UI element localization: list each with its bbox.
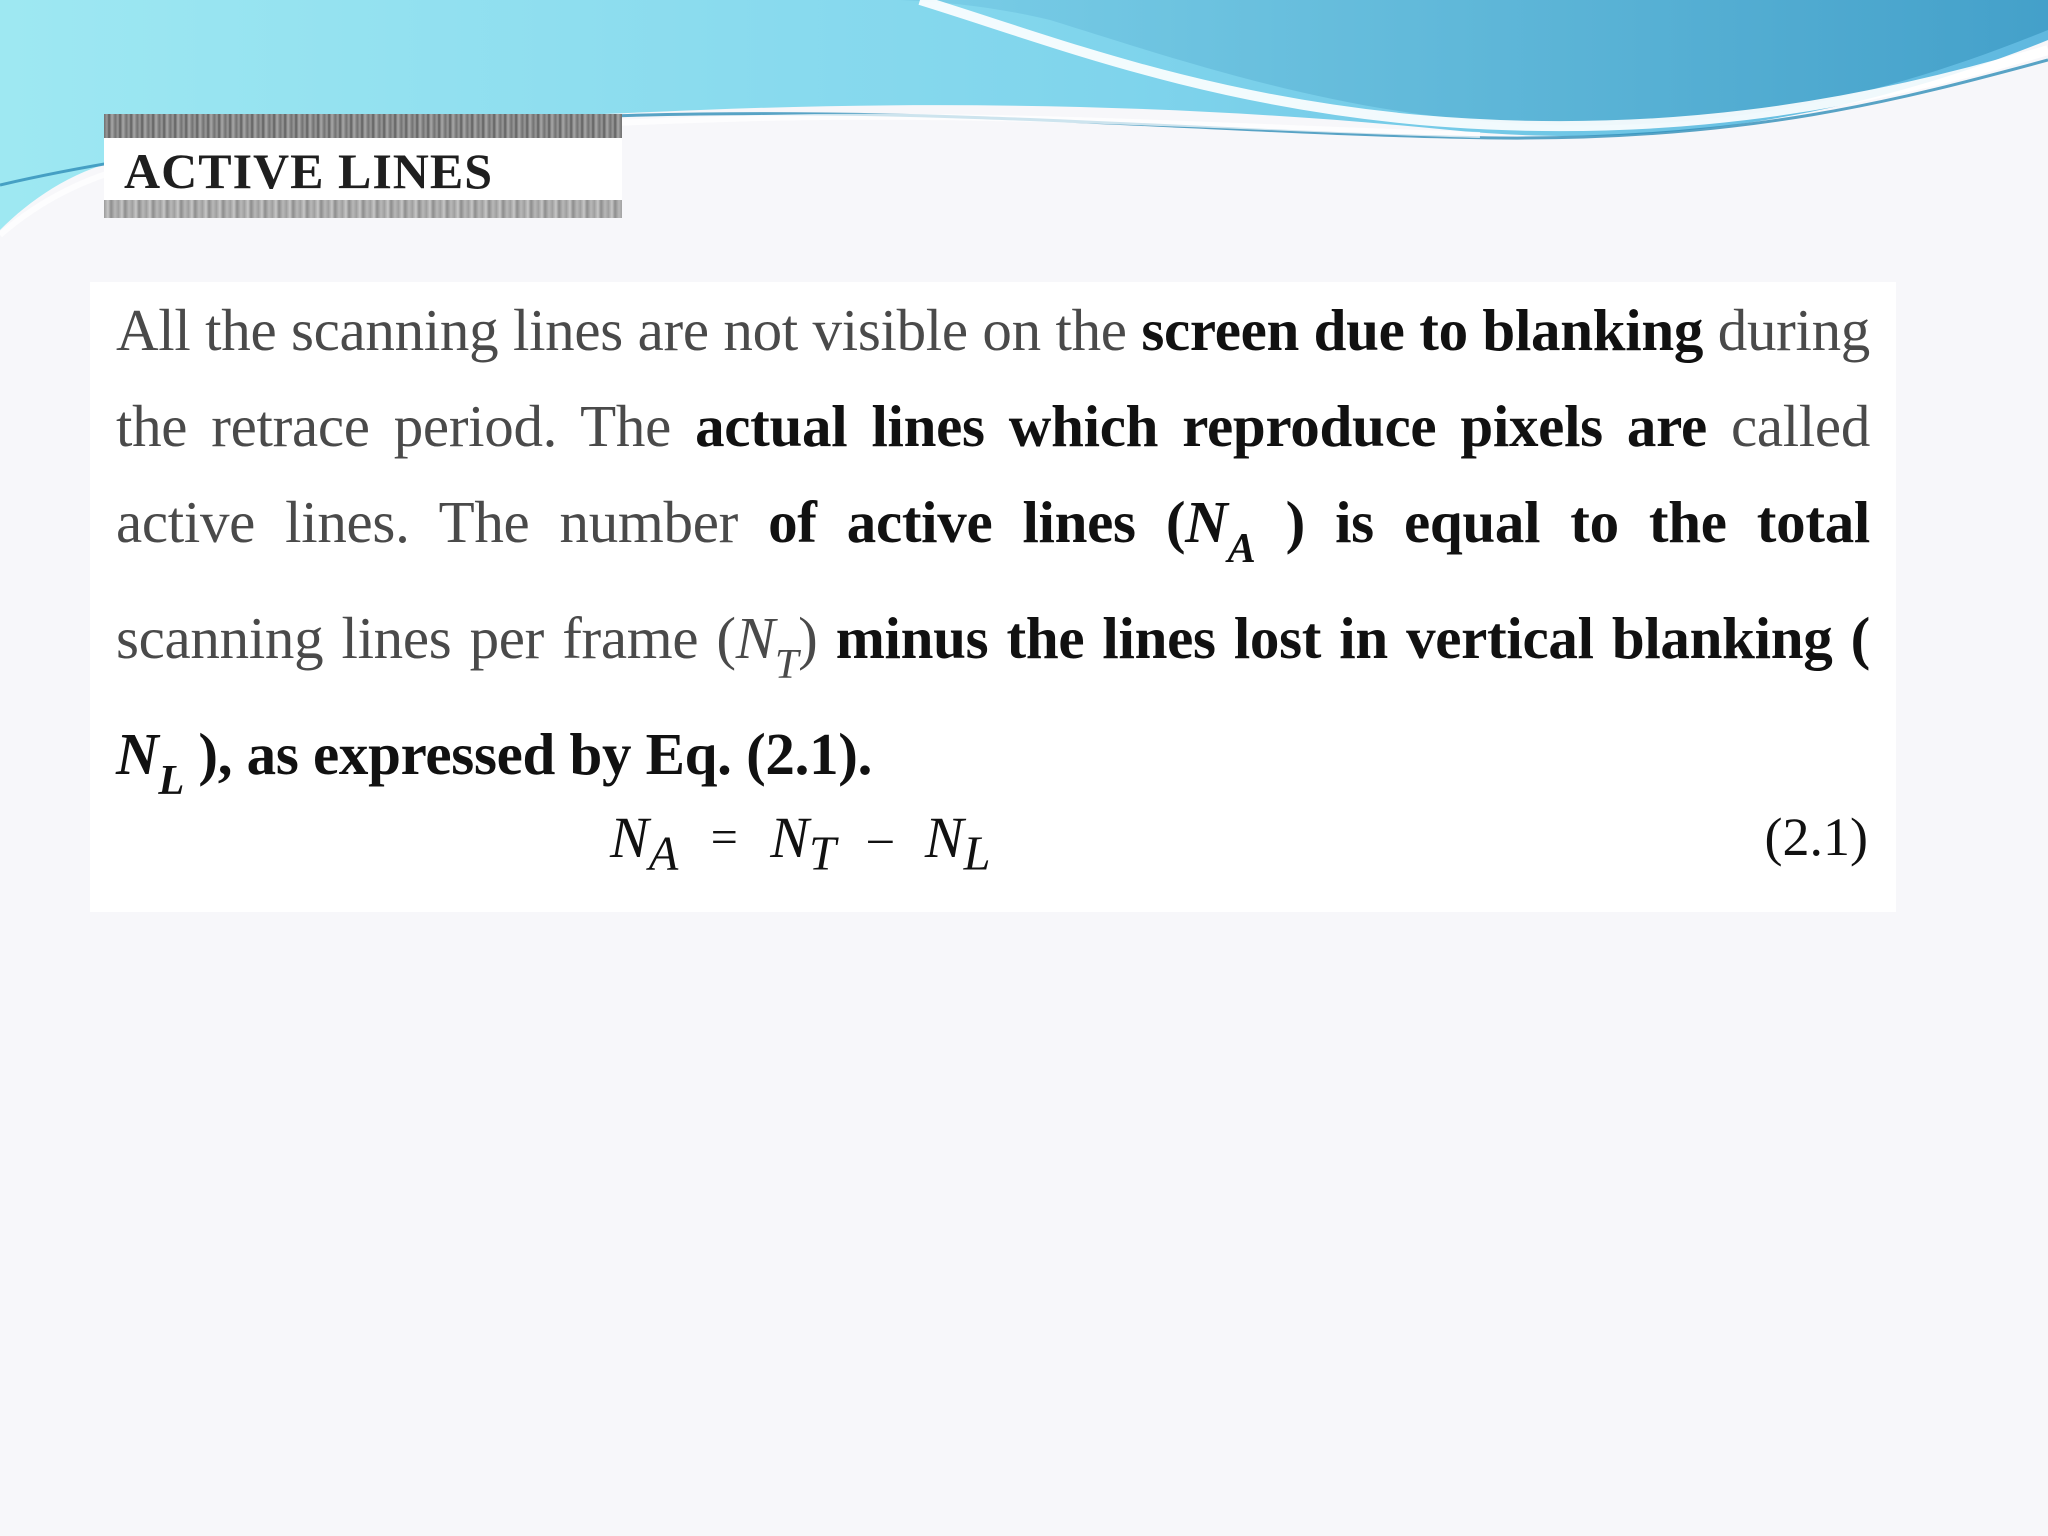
equation-lhs-base: N — [610, 805, 649, 870]
equation-term-2-base: N — [924, 805, 964, 870]
equation-lhs-sub: A — [648, 827, 679, 881]
equation — [610, 804, 990, 882]
sentence-4-light-close: ) — [798, 604, 818, 671]
symbol-nt-sub: T — [774, 641, 799, 689]
sentence-4-dark: minus the lines lost in vertical blanking — [817, 604, 1833, 671]
body-paragraph — [116, 282, 1870, 821]
symbol-na-base: N — [1185, 489, 1228, 555]
section-heading-image — [104, 114, 622, 218]
sentence-5-dark: ), as expressed by Eq. (2.1). — [183, 720, 873, 787]
symbol-nl-base: N — [116, 720, 159, 787]
symbol-nl-sub: L — [158, 757, 184, 805]
equation-minus: – — [868, 811, 893, 864]
heading-blank-right — [562, 138, 622, 200]
symbol-nt — [735, 604, 799, 689]
section-heading: ACTIVE LINES — [124, 143, 494, 199]
symbol-nt-base: N — [735, 604, 775, 671]
sentence-1-light: All the scanning lines are not visible on the — [116, 297, 1142, 363]
equation-term-2 — [924, 805, 991, 881]
heading-scan-strip-bottom — [104, 200, 622, 218]
equation-term-2-sub: L — [963, 827, 991, 881]
sentence-2-light: during the retrace period. The — [116, 297, 1870, 459]
equation-term-1-base: N — [770, 805, 809, 870]
equation-term-1-sub: T — [808, 827, 836, 881]
sentence-3-dark-tail: ) is equal to the total — [1255, 489, 1870, 555]
equation-lhs — [610, 805, 679, 881]
sentence-2-dark: actual lines which reproduce pixels are — [695, 393, 1707, 459]
equation-term-1 — [770, 805, 836, 881]
symbol-nl — [116, 720, 184, 805]
equation-number: (2.1) — [1764, 807, 1868, 867]
symbol-na-sub: A — [1227, 525, 1256, 573]
sentence-5-open: ( — [1850, 604, 1870, 671]
sentence-3-light: called active lines. The number — [116, 393, 1871, 555]
symbol-na — [1185, 489, 1256, 573]
sentence-3-dark: of active lines ( — [768, 489, 1186, 555]
sentence-1-dark: screen due to blanking — [1141, 297, 1704, 363]
sentence-4-light: scanning lines per frame ( — [116, 604, 736, 671]
heading-scan-strip-top — [104, 114, 622, 138]
scanned-text-image — [90, 282, 1896, 912]
equation-equals: = — [710, 811, 738, 864]
